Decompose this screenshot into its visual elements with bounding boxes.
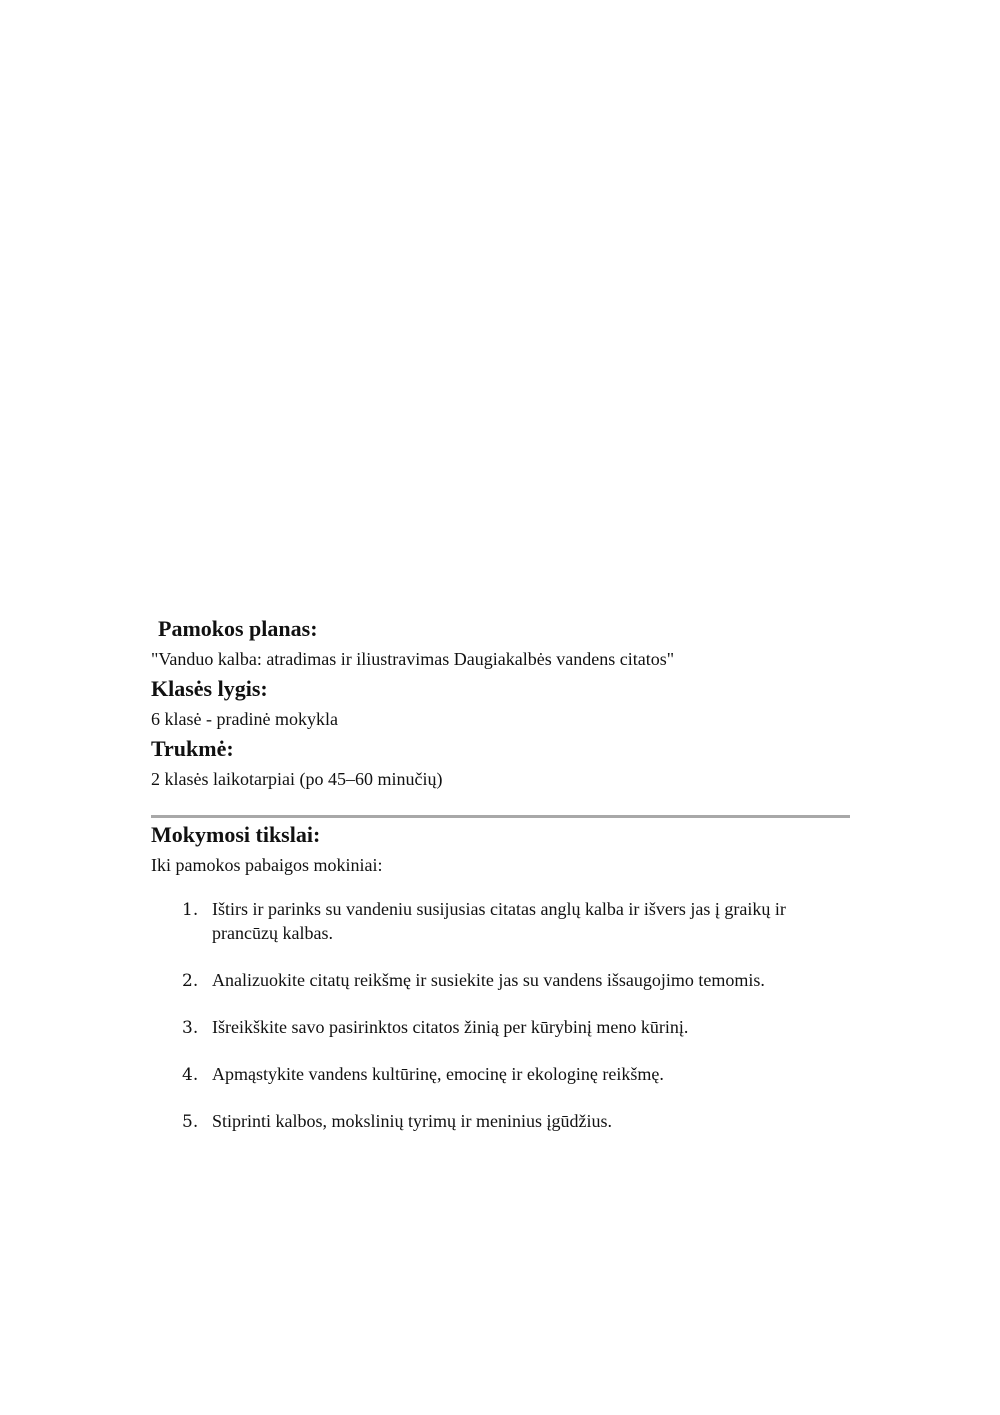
list-item xyxy=(151,897,851,945)
duration-value: 2 klasės laikotarpiai (po 45–60 minučių) xyxy=(151,769,443,789)
list-item-text: Išreikškite savo pasirinktos citatos žinią per kūrybinį meno kūrinį. xyxy=(212,1017,689,1037)
list-item-number: 4. xyxy=(182,1065,199,1085)
learning-objectives-intro: Iki pamokos pabaigos mokiniai: xyxy=(151,855,383,875)
list-item-number: 2. xyxy=(182,971,199,991)
list-item xyxy=(151,1062,851,1086)
list-item-text: Stiprinti kalbos, mokslinių tyrimų ir meninius įgūdžius. xyxy=(212,1111,612,1131)
list-item xyxy=(151,1015,851,1039)
document-title: Pamokos planas: xyxy=(158,616,318,641)
grade-level-heading: Klasės lygis: xyxy=(151,676,268,701)
list-item-text: Apmąstykite vandens kultūrinę, emocinę ir ekologinę reikšmę. xyxy=(212,1064,664,1084)
lesson-subtitle: "Vanduo kalba: atradimas ir iliustravimas Daugiakalbės vandens citatos" xyxy=(151,649,675,669)
document-content xyxy=(151,612,851,1156)
grade-level-value: 6 klasė - pradinė mokykla xyxy=(151,709,338,729)
list-item-number: 5. xyxy=(182,1112,199,1132)
list-item-text: Ištirs ir parinks su vandeniu susijusias citatas anglų kalba ir išvers jas į graikų ir prancūzų kalbas. xyxy=(212,899,786,943)
list-item xyxy=(151,1109,851,1133)
list-item xyxy=(151,968,851,992)
learning-objectives-list xyxy=(151,897,851,1133)
list-item-number: 3. xyxy=(182,1018,199,1038)
duration-heading: Trukmė: xyxy=(151,736,234,761)
list-item-text: Analizuokite citatų reikšmę ir susiekite jas su vandens išsaugojimo temomis. xyxy=(212,970,765,990)
learning-objectives-heading: Mokymosi tikslai: xyxy=(151,822,321,847)
list-item-number: 1. xyxy=(182,900,199,920)
